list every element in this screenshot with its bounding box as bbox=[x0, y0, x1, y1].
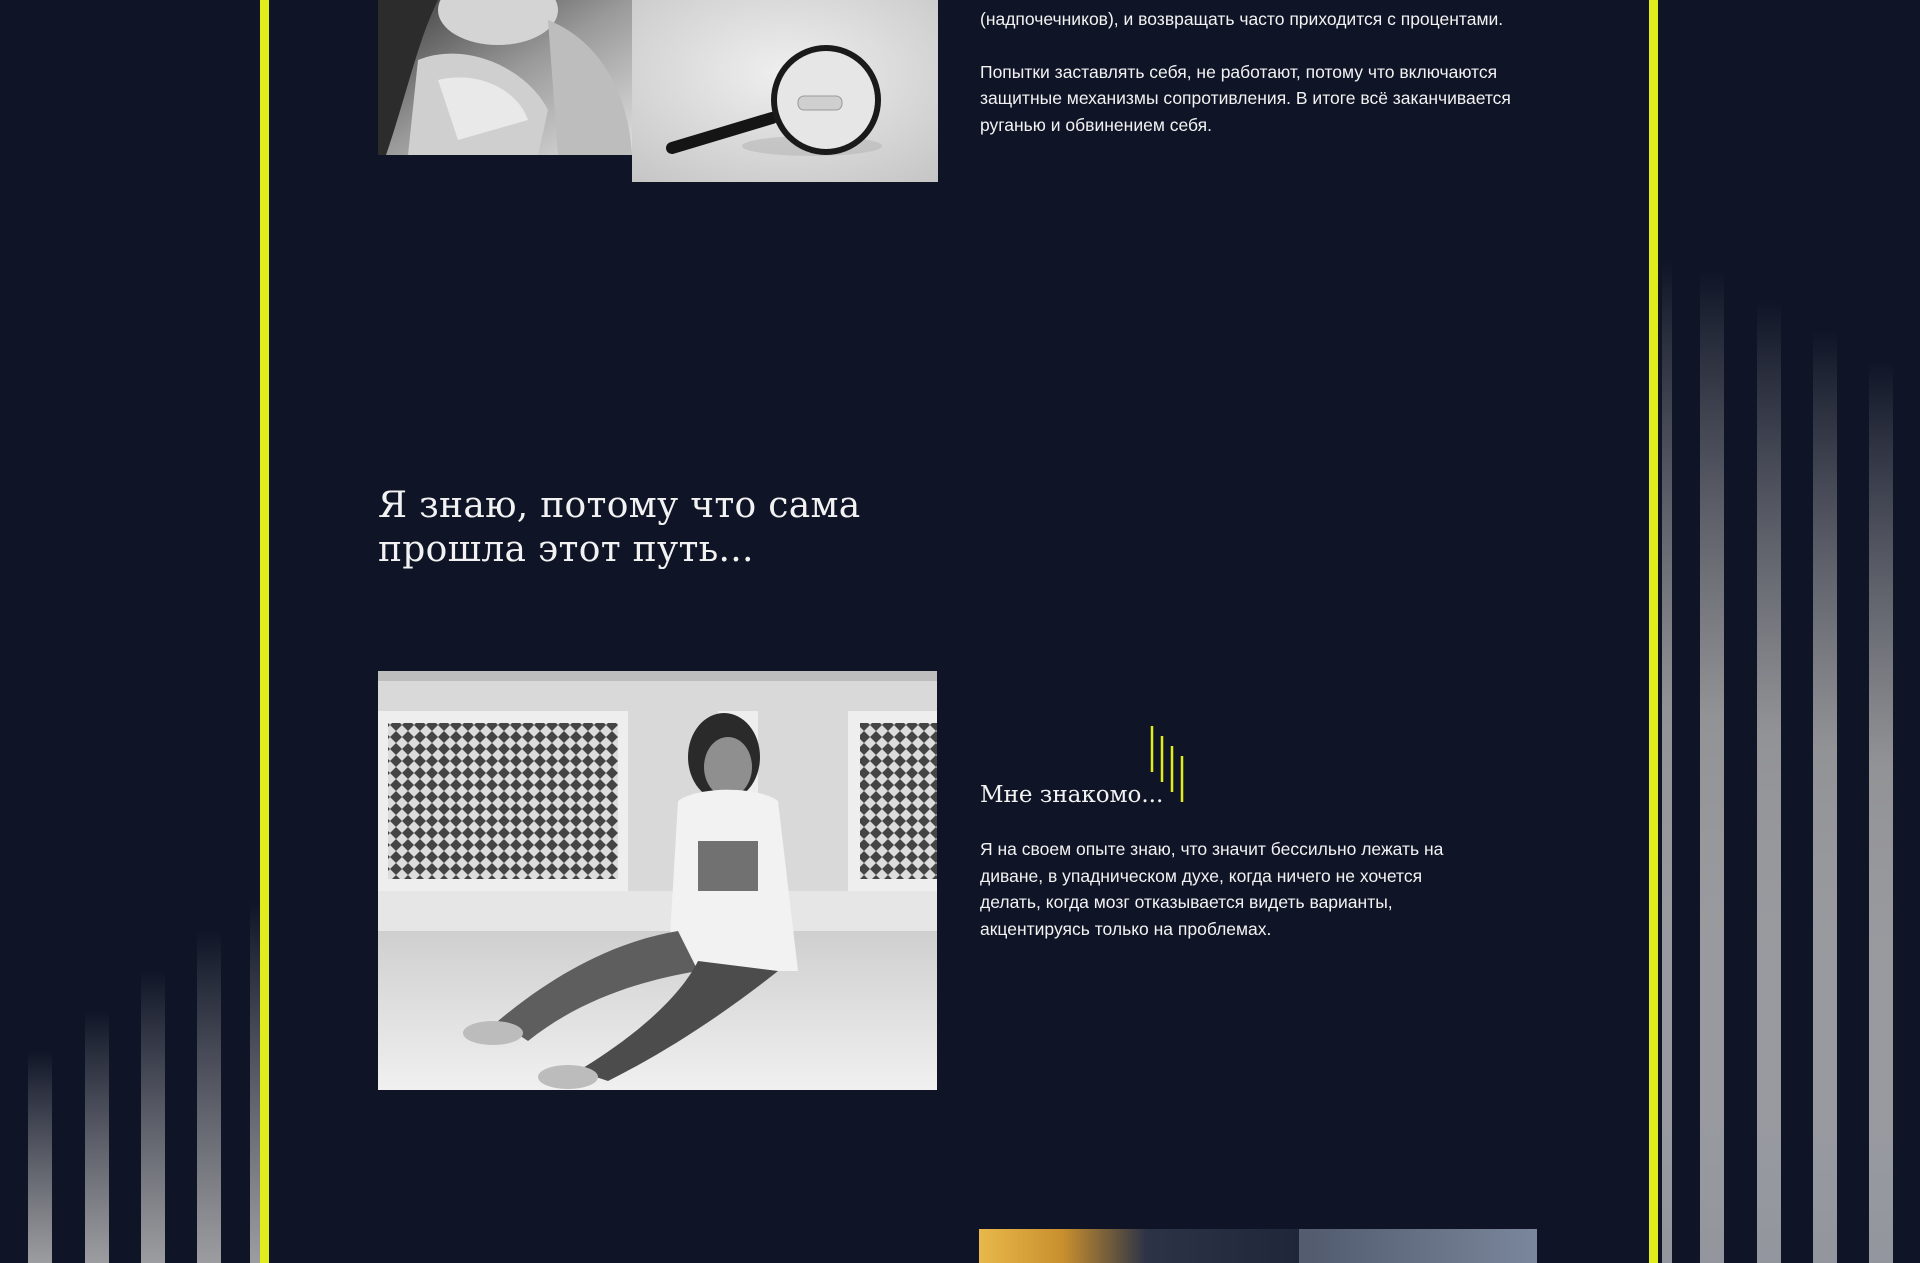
story-paragraph: Я на своем опыте знаю, что значит бессильно лежать на диване, в упадническом духе, когда ничего не хочется делать, когда мозг отказывается видеть варианты, акцентируясь только на проблемах. bbox=[980, 839, 1444, 939]
photo-woman-sitting bbox=[378, 671, 937, 1090]
photo-magnifying-glass bbox=[632, 0, 938, 182]
story-text bbox=[980, 836, 1480, 968]
photo-next-section bbox=[979, 1229, 1537, 1263]
intro-text bbox=[980, 6, 1540, 164]
photo-woman-thinking bbox=[378, 0, 632, 155]
accent-frame-line-left bbox=[260, 0, 269, 1263]
intro-paragraph-1: (надпочечников), и возвращать часто приходится с процентами. bbox=[980, 9, 1504, 29]
section-heading: Я знаю, потому что сама прошла этот путь... bbox=[378, 485, 861, 570]
intro-paragraph-2: Попытки заставлять себя, не работают, потому что включаются защитные механизмы сопротивления. В итоге всё заканчивается руганью и обвинением себя. bbox=[980, 61, 1511, 135]
accent-frame-line-right bbox=[1649, 0, 1658, 1263]
subheading: Мне знакомо... bbox=[980, 782, 1164, 808]
